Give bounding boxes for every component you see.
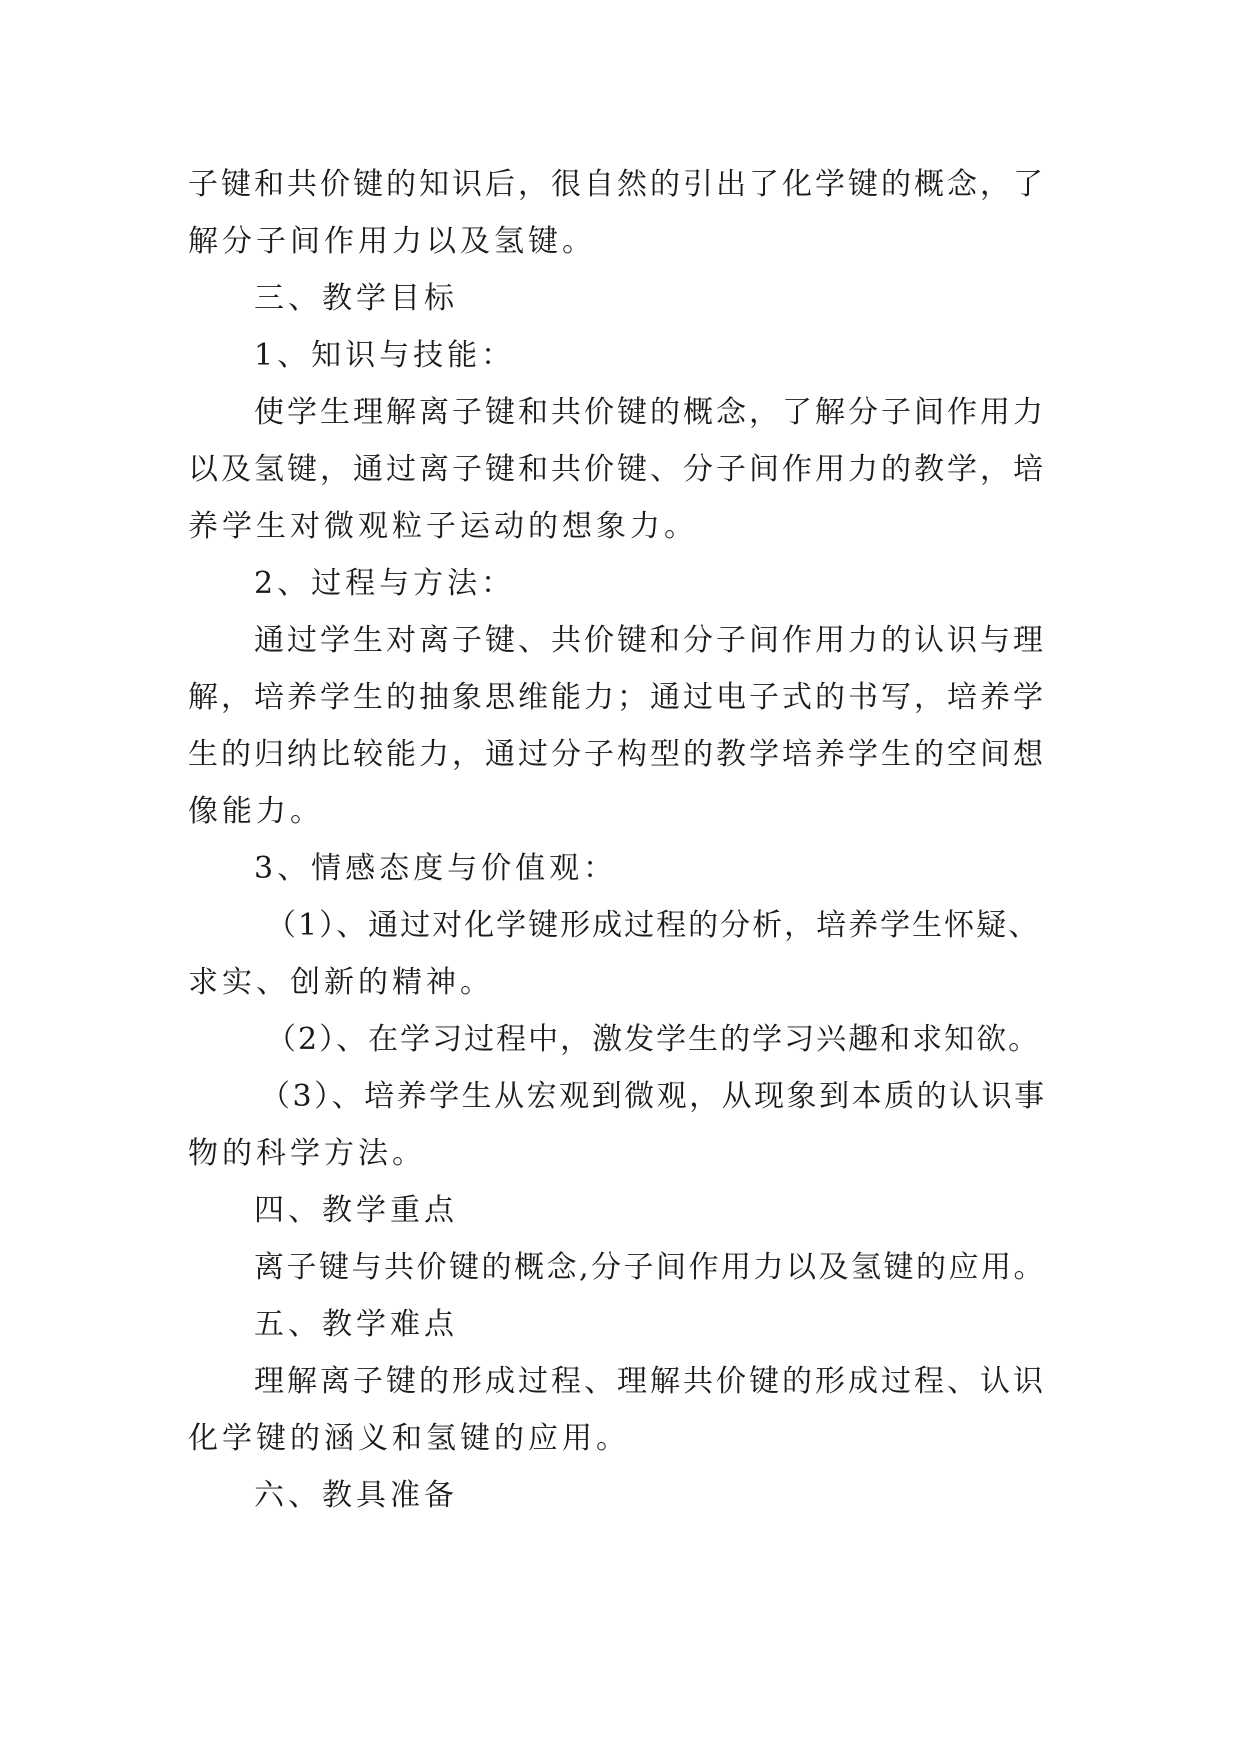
paragraph-line: 使学生理解离子键和共价键的概念，了解分子间作用力 xyxy=(254,395,1046,430)
subsection-heading: 1、知识与技能： xyxy=(254,338,516,373)
paragraph-line: 以及氢键，通过离子键和共价键、分子间作用力的教学，培 xyxy=(188,452,1046,487)
paragraph-line: 像能力。 xyxy=(188,794,324,829)
list-item-line: 物的科学方法。 xyxy=(188,1136,426,1171)
paragraph-line: 化学键的涵义和氢键的应用。 xyxy=(188,1421,630,1456)
subsection-heading: 3、情感态度与价值观： xyxy=(254,851,618,886)
subsection-heading: 2、过程与方法： xyxy=(254,566,516,601)
list-item-line: （3）、培养学生从宏观到微观，从现象到本质的认识事 xyxy=(260,1079,1047,1114)
list-item-line: （2）、在学习过程中，激发学生的学习兴趣和求知欲。 xyxy=(266,1022,1041,1057)
section-heading: 三、教学目标 xyxy=(254,281,458,316)
paragraph-line: 生的归纳比较能力，通过分子构型的教学培养学生的空间想 xyxy=(188,737,1046,772)
list-item-line: （1）、通过对化学键形成过程的分析，培养学生怀疑、 xyxy=(266,908,1041,943)
paragraph-line: 离子键与共价键的概念,分子间作用力以及氢键的应用。 xyxy=(254,1250,1047,1285)
paragraph-line: 养学生对微观粒子运动的想象力。 xyxy=(188,509,698,544)
section-heading: 五、教学难点 xyxy=(254,1307,458,1342)
paragraph-line: 解，培养学生的抽象思维能力；通过电子式的书写，培养学 xyxy=(188,680,1046,715)
paragraph-line: 子键和共价键的知识后，很自然的引出了化学键的概念，了 xyxy=(188,167,1046,202)
section-heading: 四、教学重点 xyxy=(254,1193,458,1228)
paragraph-line: 通过学生对离子键、共价键和分子间作用力的认识与理 xyxy=(254,623,1046,658)
section-heading: 六、教具准备 xyxy=(254,1478,458,1513)
paragraph-line: 理解离子键的形成过程、理解共价键的形成过程、认识 xyxy=(254,1364,1046,1399)
list-item-line: 求实、创新的精神。 xyxy=(188,965,494,1000)
paragraph-line: 解分子间作用力以及氢键。 xyxy=(188,224,596,259)
